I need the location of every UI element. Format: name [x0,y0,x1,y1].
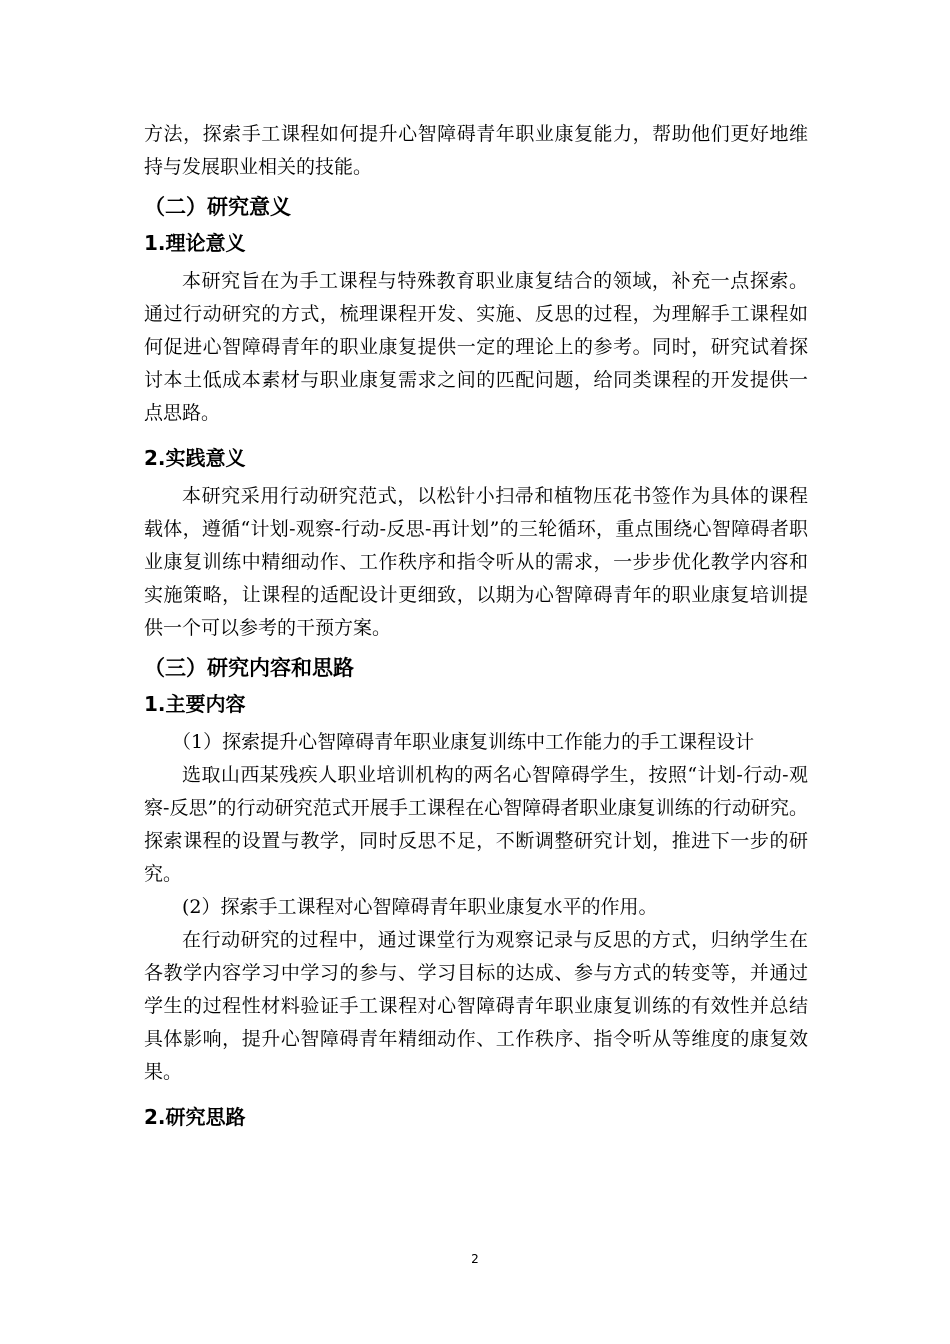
practical-significance-paragraph: 本研究采用行动研究范式，以松针小扫帚和植物压花书签作为具体的课程载体，遵循“计划-观察-行动-反思-再计划”的三轮循环，重点围绕心智障碍者职业康复训练中精细动作、工作秩序和指令听从的需求，一步步优化教学内容和实施策略，让课程的适配设计更细致，以期为心智障碍青年的职业康复培训提供一个可以参考的干预方案。 [144,485,808,639]
intro-paragraph: 方法，探索手工课程如何提升心智障碍青年职业康复能力，帮助他们更好地维持与发展职业相关的技能。 [144,123,808,178]
content-item-1-title: （1）探索提升心智障碍青年职业康复训练中工作能力的手工课程设计 [172,731,755,753]
page-number: 2 [471,1252,479,1266]
document-body [144,118,808,1139]
heading-main-content: 1.主要内容 [144,692,246,716]
content-item-2-paragraph: 在行动研究的过程中，通过课堂行为观察记录与反思的方式，归纳学生在各教学内容学习中学习的参与、学习目标的达成、参与方式的转变等，并通过学生的过程性材料验证手工课程对心智障碍青年职业康复训练的有效性并总结具体影响，提升心智障碍青年精细动作、工作秩序、指令听从等维度的康复效果。 [144,929,808,1083]
content-item-1-paragraph: 选取山西某残疾人职业培训机构的两名心智障碍学生，按照“计划-行动-观察-反思”的行动研究范式开展手工课程在心智障碍者职业康复训练的行动研究。探索课程的设置与教学，同时反思不足，不断调整研究计划，推进下一步的研究。 [144,764,808,885]
theoretical-significance-paragraph: 本研究旨在为手工课程与特殊教育职业康复结合的领域，补充一点探索。通过行动研究的方式，梳理课程开发、实施、反思的过程，为理解手工课程如何促进心智障碍青年的职业康复提供一定的理论上的参考。同时，研究试着探讨本土低成本素材与职业康复需求之间的匹配问题，给同类课程的开发提供一点思路。 [144,270,808,424]
heading-research-approach: 2.研究思路 [144,1105,246,1129]
section-title-research-significance: （二）研究意义 [144,195,291,219]
section-title-content-and-approach: （三）研究内容和思路 [144,656,354,680]
heading-practical-significance: 2.实践意义 [144,446,246,470]
heading-theoretical-significance: 1.理论意义 [144,231,246,255]
content-item-2-title: (2）探索手工课程对心智障碍青年职业康复水平的作用。 [182,896,658,918]
